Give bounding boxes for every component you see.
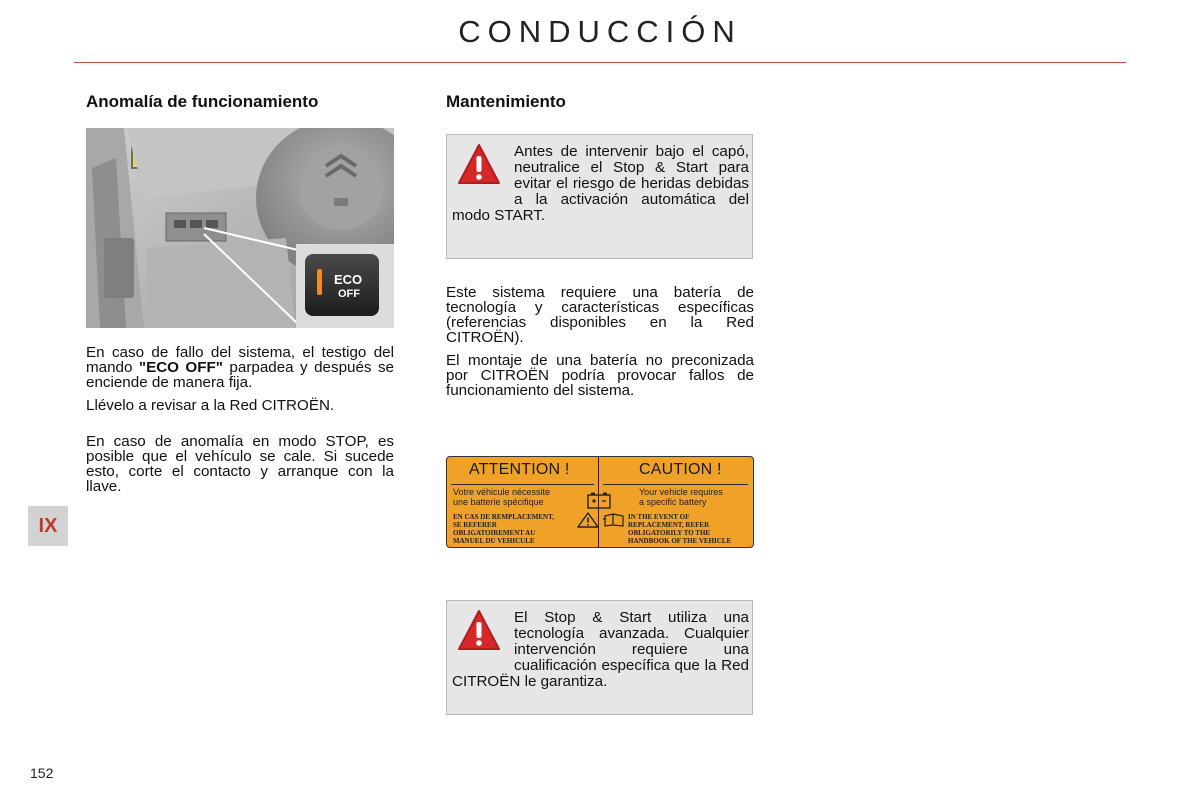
heading-maintenance: Mantenimiento — [446, 92, 566, 111]
label-fr-small2: SE REFERER — [453, 521, 497, 529]
label-fr-small1: EN CAS DE REMPLACEMENT, — [453, 513, 554, 521]
heading-malfunction: Anomalía de funcionamiento — [86, 92, 319, 111]
warning-box-bonnet — [446, 134, 753, 259]
book-icon — [603, 513, 627, 527]
label-title-fr: ATTENTION ! — [469, 461, 570, 478]
label-fr-small4: MANUEL DU VEHICULE — [453, 537, 535, 545]
warning-text-bonnet-content: Antes de intervenir bajo el capó, neutralice el Stop & Start para evitar el riesgo de heridas debidas a la activación automática del modo START. — [452, 143, 749, 224]
page-number: 152 — [30, 765, 54, 781]
malfunction-paragraph-3: En caso de anomalía en modo STOP, es posible que el vehículo se cale. Si sucede esto, corte el contacto y arranque con la llave. — [86, 433, 394, 495]
warning-text-technology-content: El Stop & Start utiliza una tecnología avanzada. Cualquier intervención requiere una cualificación específica que la Red CITROËN le garantiza. — [452, 609, 749, 690]
label-en-small3: OBLIGATORILY TO THE — [628, 529, 711, 537]
eco-button-label-eco: ECO — [334, 272, 363, 287]
malfunction-p1-text: En caso de fallo del sistema, el testigo del mando — [86, 344, 394, 376]
maintenance-paragraph-1: Este sistema requiere una batería de tecnología y características específicas (referencias disponibles en la Red CITROËN). — [446, 284, 754, 346]
label-title-en: CAUTION ! — [639, 461, 722, 478]
label-en-small1: IN THE EVENT OF — [628, 513, 690, 521]
page-title: CONDUCCIÓN — [458, 14, 742, 49]
maintenance-paragraph-2: El montaje de una batería no preconizada por CITROËN podría provocar fallos de funcionamiento del sistema. — [446, 352, 754, 399]
warning-text-technology — [452, 610, 749, 690]
label-en-line1: Your vehicle requires — [639, 487, 723, 497]
battery-icon — [585, 491, 613, 509]
chapter-tab[interactable]: IX — [28, 506, 68, 546]
label-rule-en — [603, 484, 748, 485]
eco-button-label-off: OFF — [338, 288, 360, 300]
warning-box-technology — [446, 600, 753, 715]
malfunction-paragraph-2: Llévelo a revisar a la Red CITROËN. — [86, 397, 335, 414]
warning-text-bonnet — [452, 144, 749, 224]
label-en-small2: REPLACEMENT, REFER — [628, 521, 710, 529]
dashboard-photo — [86, 128, 394, 328]
label-fr-small3: OBLIGATOIREMENT AU — [453, 529, 536, 537]
malfunction-paragraph-1 — [86, 345, 394, 390]
label-fr-line2: une batterie spécifique — [453, 497, 544, 507]
label-en-small4: HANDBOOK OF THE VEHICLE — [628, 537, 732, 545]
malfunction-p1-text-end: parpadea y después se enciende de manera fija. — [86, 359, 394, 391]
warning-triangle-small-icon — [577, 512, 599, 528]
label-fr-line1: Votre véhicule nécessite — [453, 487, 551, 497]
title-divider — [74, 62, 1126, 63]
label-en-line2: a specific battery — [639, 497, 707, 507]
eco-led-indicator — [317, 269, 322, 295]
eco-off-term: "ECO OFF" — [138, 359, 223, 376]
battery-warning-label — [446, 456, 754, 548]
label-rule-fr — [451, 484, 594, 485]
